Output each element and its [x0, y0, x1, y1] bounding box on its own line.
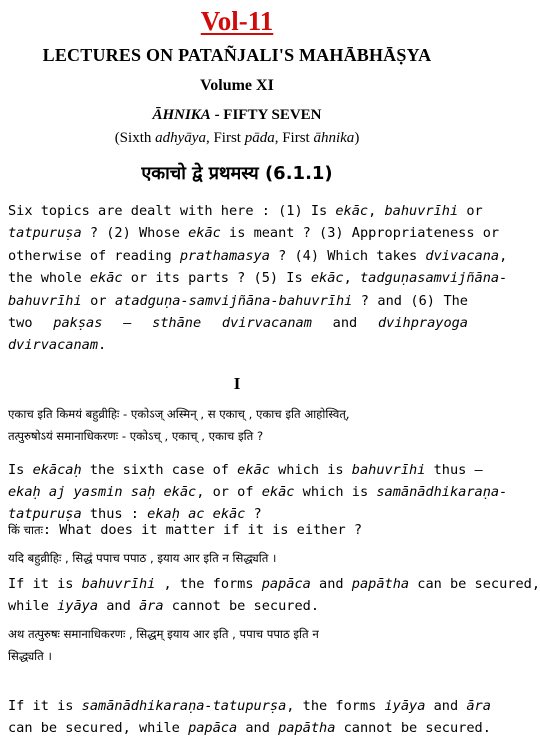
translation-paragraph-1: [8, 459, 508, 525]
intro-line: two pakṣas – sthāne dvirvacanam and dvihprayoga: [8, 315, 468, 332]
sanskrit-line: सिद्ध्यति ।: [8, 649, 52, 663]
intro-line: dvirvacanam.: [8, 337, 107, 354]
question-english: : What does it matter if it is either ?: [42, 522, 363, 538]
intro-line: bahuvrīhi or atadguṇa-samvijñāna-bahuvrīhi ? and (6) The: [8, 292, 468, 309]
sanskrit-passage-1: [8, 403, 468, 447]
volume-label: Vol-11: [200, 6, 274, 36]
sanskrit-line: तत्पुरुषोऽयं समानाधिकरणः - एकोऽच् , एकाच् , एकाच इति ?: [8, 429, 264, 443]
sanskrit-passage-2: [8, 547, 468, 569]
translation-line: ekaḥ aj yasmin saḥ ekāc, or of ekāc which is samānādhikaraṇa-: [8, 484, 508, 500]
sanskrit-line: यदि बहुव्रीहिः , सिद्धं पपाच पपाठ , इयाय आर इति न सिद्ध्यति ।: [8, 551, 277, 565]
volume-subtitle: Volume XI: [200, 77, 274, 94]
question-sanskrit: किं चातः: [8, 523, 43, 537]
intro-paragraph: [8, 200, 508, 357]
translation-paragraph-2: [8, 573, 540, 617]
book-title: LECTURES ON PATAÑJALI'S MAHĀBHĀṢYA: [42, 45, 432, 65]
translation-line: If it is samānādhikaraṇa-tatupurṣa, the forms iyāya and āra: [8, 698, 491, 714]
translation-line: If it is bahuvrīhi , the forms papāca and papātha can be secured,: [8, 576, 540, 592]
intro-line: otherwise of reading prathamasya ? (4) Which takes dvivacana,: [8, 247, 508, 264]
sanskrit-line: एकाच इति किमयं बहुव्रीहिः - एकोऽज् अस्मिन् , स एकाच् , एकाच इति आहोस्वित्,: [8, 407, 350, 421]
ahnika-heading: [0, 105, 474, 125]
translation-line: can be secured, while papāca and papātha cannot be secured.: [8, 720, 491, 736]
intro-line: Six topics are dealt with here : (1) Is ekāc, bahuvrīhi or: [8, 203, 483, 219]
volume-heading: [0, 6, 474, 36]
question-line: [8, 519, 468, 541]
sutra-heading: एकाचो द्वे प्रथमस्य (6.1.1): [141, 163, 333, 184]
ahnika-number: - FIFTY SEVEN: [210, 107, 322, 123]
chapter-location: (Sixth adhyāya, First pāda, First āhnika): [114, 130, 360, 146]
translation-paragraph-3: [8, 695, 491, 739]
sanskrit-line: अथ तत्पुरुषः समानाधिकरणः , सिद्धम् इयाय आर इति , पपाच पपाठ इति न: [8, 627, 319, 641]
ahnika-word: ĀHNIKA: [152, 107, 211, 123]
intro-line: the whole ekāc or its parts ? (5) Is ekāc, tadguṇasamvijñāna-: [8, 270, 508, 287]
translation-line: tatpuruṣa thus : ekaḥ ac ekāc ?: [8, 506, 262, 522]
section-numeral: I: [233, 374, 241, 393]
translation-line: while iyāya and āra cannot be secured.: [8, 598, 320, 614]
intro-line: tatpuruṣa ? (2) Whose ekāc is meant ? (3) Appropriateness or: [8, 225, 500, 242]
translation-line: Is ekācaḥ the sixth case of ekāc which is bahuvrīhi thus –: [8, 462, 483, 478]
sanskrit-passage-3: [8, 623, 468, 667]
